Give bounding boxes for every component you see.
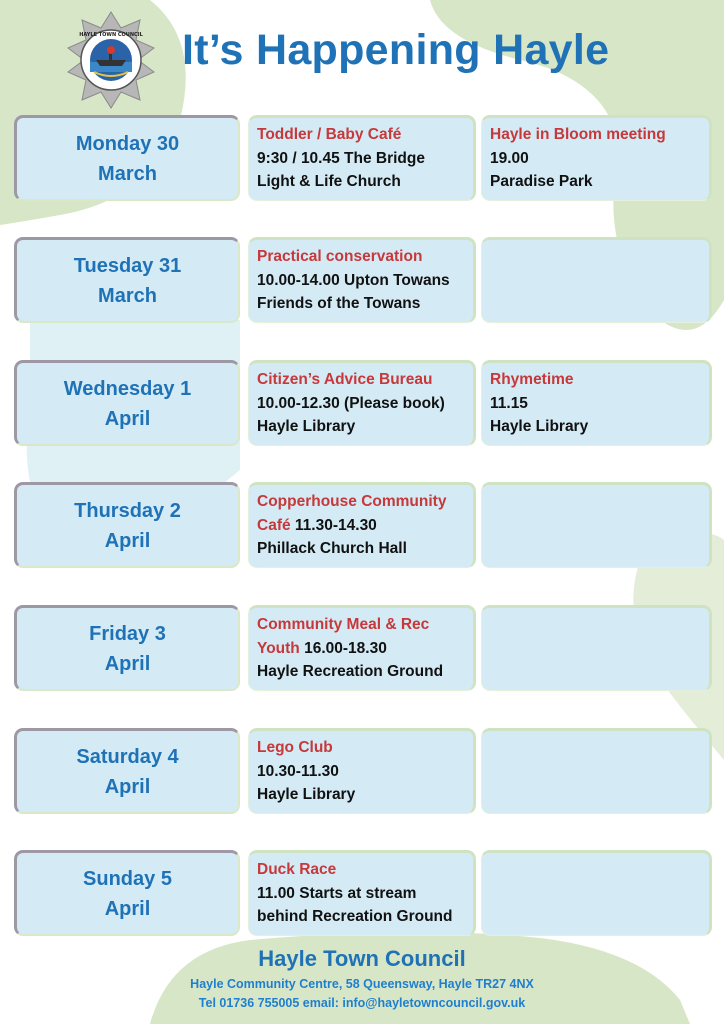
page-title: It’s Happening Hayle (182, 26, 610, 74)
schedule-row (0, 360, 724, 448)
day-cell (14, 605, 240, 691)
footer-title: Hayle Town Council (258, 946, 466, 971)
month-label: April (104, 897, 151, 920)
day-label: Thursday 2 (74, 499, 181, 522)
event-title-continued (257, 637, 473, 661)
event-title-text: Citizen’s Advice Bureau (257, 371, 433, 388)
event-title (257, 245, 473, 269)
day-label: Tuesday 31 (73, 254, 182, 277)
day-label: Friday 3 (89, 622, 166, 645)
event-detail-line: 9:30 / 10.45 The Bridge (257, 149, 425, 167)
event-detail-line: Hayle Library (257, 786, 356, 803)
event-cell (481, 115, 712, 201)
event-title (257, 858, 473, 882)
event-title (257, 736, 473, 760)
day-cell (14, 482, 240, 568)
event-cell (481, 360, 712, 446)
event-title (257, 613, 473, 637)
month-label: April (104, 407, 151, 430)
event-title-continued-text: Youth (257, 639, 300, 657)
event-title-text: Duck Race (257, 861, 337, 878)
event-detail-line: behind Recreation Ground (257, 908, 453, 925)
event-cell (248, 237, 476, 323)
event-title-text: Toddler / Baby Café (257, 126, 402, 143)
event-cell (248, 482, 476, 568)
month-label: March (98, 284, 157, 307)
event-detail-line: 10.00-14.00 Upton Towans (257, 271, 450, 289)
event-detail-line: Paradise Park (490, 173, 593, 190)
svg-text:HAYLE TOWN COUNCIL: HAYLE TOWN COUNCIL (79, 32, 143, 38)
event-title (257, 123, 473, 147)
day-cell (14, 360, 240, 446)
month-label: April (104, 529, 151, 552)
event-cell (248, 115, 476, 201)
event-cell (481, 237, 712, 323)
day-cell (14, 237, 240, 323)
event-cell (248, 850, 476, 936)
event-detail-line: Light & Life Church (257, 173, 401, 190)
schedule-row (0, 728, 724, 816)
event-title (257, 490, 473, 514)
event-cell (248, 360, 476, 446)
day-label: Saturday 4 (76, 745, 179, 768)
event-cell (481, 728, 712, 814)
day-cell (14, 850, 240, 936)
event-cell (248, 605, 476, 691)
event-title-text: Community Meal & Rec (257, 616, 430, 633)
day-cell (14, 115, 240, 201)
schedule-row (0, 850, 724, 938)
event-title-continued-text: Café (257, 516, 291, 534)
footer-address: Hayle Community Centre, 58 Queensway, Hayle TR27 4NX (190, 977, 534, 991)
event-detail-line: 10.30-11.30 (257, 762, 339, 780)
event-cell (481, 482, 712, 568)
schedule-row (0, 115, 724, 203)
event-title-text: Rhymetime (490, 371, 574, 388)
event-detail-line: 10.00-12.30 (Please book) (257, 394, 445, 412)
schedule-row (0, 482, 724, 570)
event-title (257, 368, 473, 392)
event-time: 16.00-18.30 (304, 639, 387, 657)
event-detail-line: Hayle Recreation Ground (257, 663, 444, 680)
event-title-text: Hayle in Bloom meeting (490, 126, 666, 143)
event-detail-line: Phillack Church Hall (257, 540, 407, 557)
day-cell (14, 728, 240, 814)
month-label: March (98, 162, 157, 185)
event-detail-line: 19.00 (490, 149, 529, 167)
schedule-row (0, 237, 724, 325)
event-detail-line: 11.00 Starts at stream (257, 884, 417, 902)
event-title-text: Practical conservation (257, 248, 423, 265)
event-title-continued (257, 514, 473, 538)
event-cell (481, 850, 712, 936)
event-title (490, 123, 709, 147)
event-detail-line: Hayle Library (257, 418, 356, 435)
schedule-row (0, 605, 724, 693)
event-detail-line: Friends of the Towans (257, 295, 421, 312)
month-label: April (104, 775, 151, 798)
event-detail-line: 11.15 (490, 394, 528, 412)
event-title-text: Copperhouse Community (257, 493, 447, 510)
event-cell (248, 728, 476, 814)
footer-contact: Tel 01736 755005 email: info@hayletowncouncil.gov.uk (198, 996, 526, 1010)
event-title (490, 368, 709, 392)
day-label: Sunday 5 (83, 867, 172, 890)
day-label: Wednesday 1 (63, 377, 192, 400)
event-time: 11.30-14.30 (294, 516, 377, 534)
month-label: April (104, 652, 151, 675)
event-title-text: Lego Club (257, 739, 333, 756)
day-label: Monday 30 (75, 132, 180, 155)
event-cell (481, 605, 712, 691)
town-council-seal-icon (66, 10, 156, 110)
event-detail-line: Hayle Library (490, 418, 589, 435)
